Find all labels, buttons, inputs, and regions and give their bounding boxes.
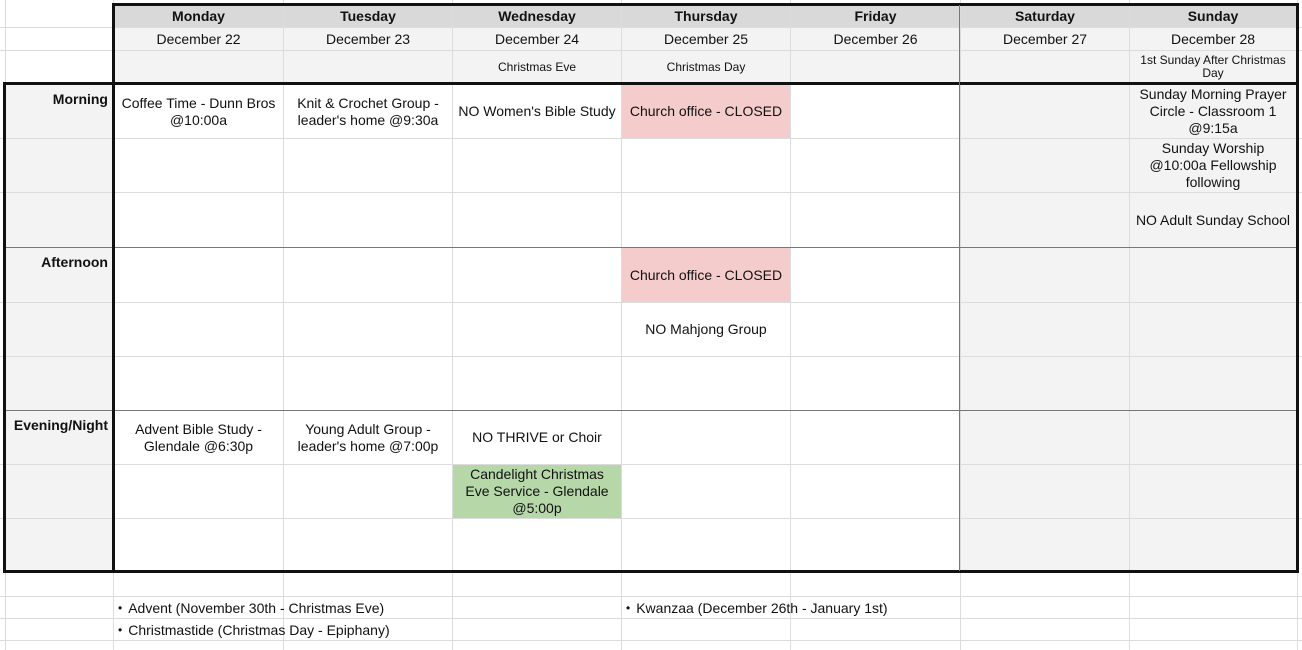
event-cell[interactable] xyxy=(1130,85,1296,138)
event-cell[interactable] xyxy=(1130,139,1296,192)
day-date-sunday xyxy=(1130,28,1296,50)
day-date: December 23 xyxy=(325,30,411,47)
event-text: Candelight Christmas Eve Service - Glendale @5:00p xyxy=(465,466,609,516)
event-text: NO Mahjong Group xyxy=(645,321,767,337)
event-cell-service[interactable] xyxy=(453,465,621,518)
day-date: December 24 xyxy=(494,30,580,47)
event-cell[interactable] xyxy=(114,85,283,138)
gridline xyxy=(1297,0,1298,650)
gridline xyxy=(0,356,1302,357)
event-text: Knit & Crochet Group - leader's home @9:30a xyxy=(297,94,439,128)
day-note-monday xyxy=(114,51,283,83)
day-name: Saturday xyxy=(1015,7,1075,24)
day-note: Christmas Eve xyxy=(497,59,577,74)
section-label-text: Afternoon xyxy=(41,254,108,270)
season-christmastide xyxy=(118,620,390,640)
day-date-monday xyxy=(114,28,283,50)
day-date-thursday xyxy=(622,28,790,50)
section-label-evening xyxy=(6,411,112,463)
day-note-wednesday xyxy=(453,51,621,83)
day-date-wednesday xyxy=(453,28,621,50)
season-advent xyxy=(118,598,384,618)
bullet-icon: • xyxy=(118,622,123,637)
day-header-thursday xyxy=(622,5,790,27)
day-header-friday xyxy=(791,5,960,27)
season-text: Christmastide (Christmas Day - Epiphany) xyxy=(128,621,390,638)
day-note: Christmas Day xyxy=(666,59,746,74)
event-cell[interactable] xyxy=(453,85,621,138)
day-name: Friday xyxy=(854,7,897,24)
day-name: Monday xyxy=(172,7,225,24)
gridline xyxy=(0,192,1302,193)
gridline xyxy=(0,138,1302,139)
season-kwanzaa xyxy=(626,598,888,618)
day-name: Sunday xyxy=(1187,7,1239,24)
event-cell-closed[interactable] xyxy=(622,248,790,302)
section-label-morning xyxy=(6,85,112,137)
gridline xyxy=(0,640,1302,641)
day-note: 1st Sunday After Christmas Day xyxy=(1140,53,1286,80)
day-header-sunday xyxy=(1130,5,1296,27)
weekend-divider xyxy=(959,5,960,571)
event-cell[interactable] xyxy=(114,411,283,464)
day-date-saturday xyxy=(961,28,1129,50)
day-note-saturday xyxy=(961,51,1129,83)
day-header-wednesday xyxy=(453,5,621,27)
day-date: December 22 xyxy=(156,30,241,47)
event-text: Church office - CLOSED xyxy=(629,103,783,119)
event-cell[interactable] xyxy=(453,411,621,464)
section-label-text: Evening/Night xyxy=(13,417,108,433)
event-text: NO Women's Bible Study xyxy=(458,103,616,119)
day-date-tuesday xyxy=(284,28,452,50)
gridline xyxy=(790,0,791,650)
event-cell[interactable] xyxy=(622,303,790,356)
gridline xyxy=(0,464,1302,465)
event-cell[interactable] xyxy=(284,411,452,464)
event-cell-closed[interactable] xyxy=(622,85,790,138)
bullet-icon: • xyxy=(626,600,631,615)
label-column-border xyxy=(112,84,115,572)
event-cell[interactable] xyxy=(284,85,452,138)
section-label-text: Morning xyxy=(52,91,108,107)
event-text: Sunday Worship @10:00a Fellowship following xyxy=(1149,140,1277,190)
bullet-icon: • xyxy=(118,600,123,615)
event-cell[interactable] xyxy=(1130,193,1296,247)
day-note-thursday xyxy=(622,51,790,83)
day-date: December 26 xyxy=(833,30,918,47)
section-divider xyxy=(5,410,1297,411)
section-divider xyxy=(5,247,1297,248)
event-text: NO Adult Sunday School xyxy=(1135,211,1291,228)
day-date: December 28 xyxy=(1170,30,1256,47)
gridline xyxy=(0,618,1302,619)
gridline xyxy=(960,0,961,650)
day-header-tuesday xyxy=(284,5,452,27)
day-name: Thursday xyxy=(674,7,738,24)
event-text: Coffee Time - Dunn Bros @10:00a xyxy=(121,94,276,128)
day-name: Wednesday xyxy=(498,7,576,24)
event-text: NO THRIVE or Choir xyxy=(472,429,602,445)
day-header-monday xyxy=(114,5,283,27)
day-date: December 25 xyxy=(663,30,749,47)
saturday-column-shade xyxy=(960,84,1129,571)
season-text: Kwanzaa (December 26th - January 1st) xyxy=(636,599,888,616)
day-name: Tuesday xyxy=(340,7,396,24)
day-note-tuesday xyxy=(284,51,452,83)
day-note-sunday xyxy=(1130,51,1296,83)
event-text: Advent Bible Study - Glendale @6:30p xyxy=(135,420,262,454)
gridline xyxy=(0,518,1302,519)
gridline xyxy=(0,596,1302,597)
day-note-friday xyxy=(791,51,960,83)
day-date-friday xyxy=(791,28,960,50)
day-header-saturday xyxy=(961,5,1129,27)
day-date: December 27 xyxy=(1002,30,1088,47)
section-label-afternoon xyxy=(6,248,112,300)
event-text: Sunday Morning Prayer Circle - Classroom 1 @9:15a xyxy=(1139,86,1287,136)
event-text: Church office - CLOSED xyxy=(629,266,783,283)
season-text: Advent (November 30th - Christmas Eve) xyxy=(128,599,385,616)
label-column-shade xyxy=(5,84,113,571)
event-text: Young Adult Group - leader's home @7:00p xyxy=(297,420,439,454)
